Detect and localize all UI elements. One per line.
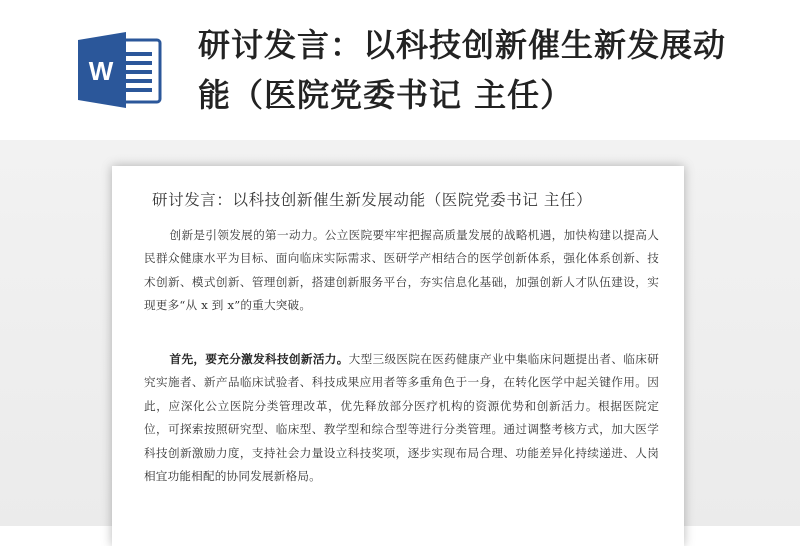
header-banner — [0, 0, 800, 140]
paragraph-2-text: 大型三级医院在医药健康产业中集临床问题提出者、临床研究实施者、新产品临床试验者、科技成果应用者等多重角色于一身，在转化医学中起关键作用。因此，应深化公立医院分类管理改革，优先释放部分医疗机构的资源优势和创新活力。根据医院定位，可探索按照研究型、临床型、教学型和综合型等进行分类管理。通过调整考核方式，加大医学科技创新激励力度，支持社会力量设立科技奖项，逐步实现布局合理、功能差异化持续递进、人岗相宜功能相配的协同发展新格局。 — [144, 352, 659, 484]
paragraph-2-lead: 首先，要充分激发科技创新活力。 — [169, 352, 349, 366]
paragraph-1 — [144, 224, 659, 318]
paragraph-1-text: 创新是引领发展的第一动力。公立医院要牢牢把握高质量发展的战略机遇，加快构建以提高人民群众健康水平为目标、面向临床实际需求、医研学产相结合的医学创新体系，强化体系创新、技术创新、模式创新、管理创新，搭建创新服务平台，夯实信息化基础，加强创新人才队伍建设，实现更多“从 x 到 x”的重大突破。 — [144, 228, 659, 313]
word-icon — [76, 30, 166, 110]
document-title: 研讨发言：以科技创新催生新发展动能（医院党委书记 主任） — [152, 191, 593, 209]
page-title: 研讨发言：以科技创新催生新发展动能（医院党委书记 主任） — [198, 26, 727, 114]
paragraph-2 — [144, 348, 659, 488]
word-icon-letter: W — [88, 56, 114, 86]
document-page — [112, 166, 684, 546]
